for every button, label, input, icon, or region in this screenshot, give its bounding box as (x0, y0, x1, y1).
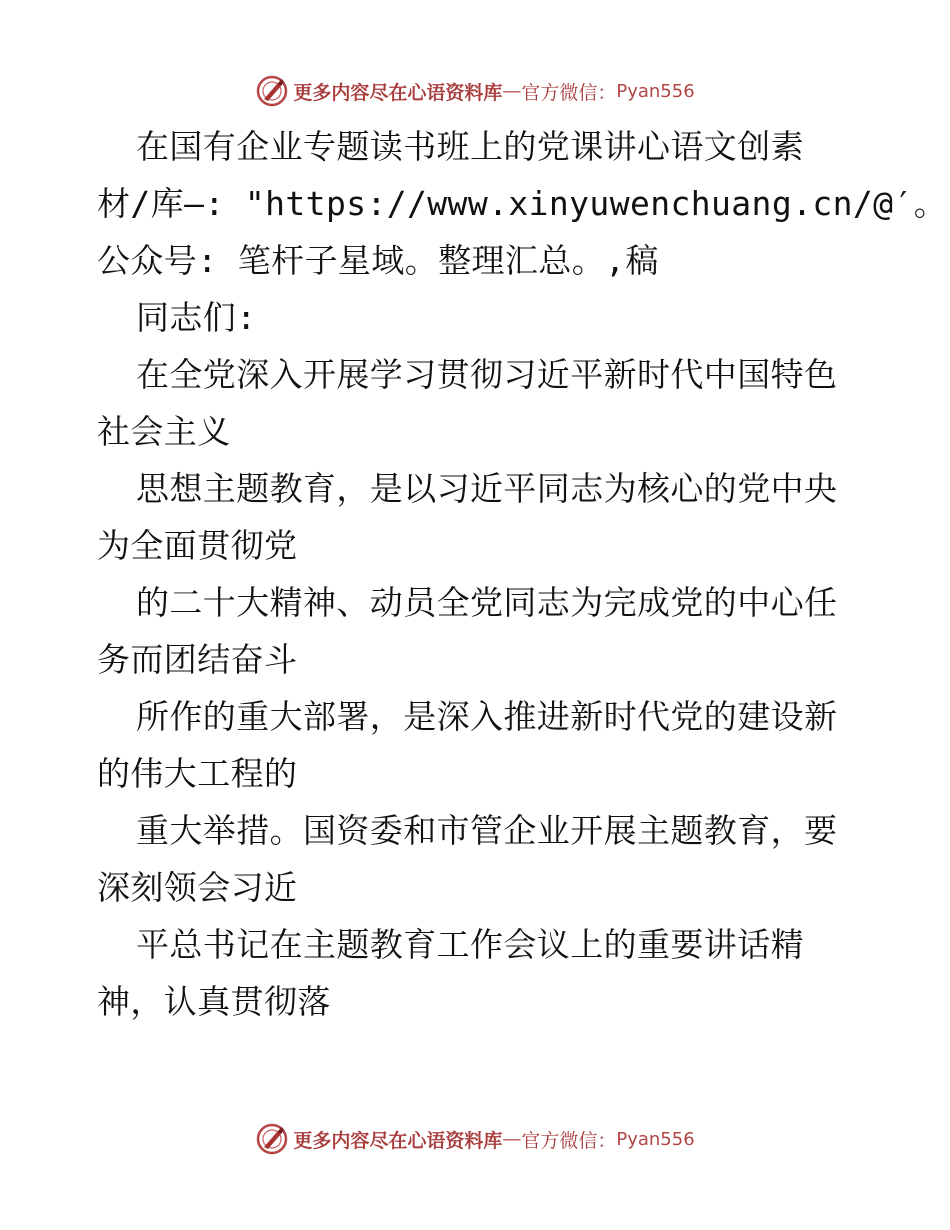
salutation: 同志们: (136, 298, 257, 337)
paragraph-line: 的伟大工程的 (97, 754, 298, 793)
paragraph-line: 社会主义 (97, 412, 231, 451)
header-site-name: 更多内容尽在心语资料库 (293, 81, 503, 104)
header-watermark (0, 71, 950, 111)
footer-wechat-label: 官方微信： (521, 1129, 617, 1152)
paragraph-line: 在全党深入开展学习贯彻习近平新时代中国特色 (136, 355, 838, 394)
paragraph-line: 深刻领会习近 (97, 868, 298, 907)
header-wechat-id: Pyan556 (616, 80, 695, 102)
brush-logo-icon (255, 74, 289, 108)
footer-separator: — (502, 1128, 522, 1150)
footer-wechat-id: Pyan556 (616, 1128, 695, 1150)
paragraph-line: 平总书记在主题教育工作会议上的重要讲话精 (136, 925, 804, 964)
paragraph-line: 重大举措。国资委和市管企业开展主题教育，要 (136, 811, 838, 850)
paragraph-line: 神，认真贯彻落 (97, 982, 331, 1021)
title-line-3: 公众号: 笔杆子星域。整理汇总。,稿 (97, 241, 659, 280)
paragraph-line: 务而团结奋斗 (97, 640, 298, 679)
paragraph-line: 所作的重大部署，是深入推进新时代党的建设新 (136, 697, 838, 736)
header-separator: — (502, 80, 522, 102)
title-line-2: 材/库—: "https://www.xinyuwenchuang.cn/@′。 (97, 184, 948, 223)
document-body (97, 118, 948, 1030)
paragraph-line: 为全面贯彻党 (97, 526, 298, 565)
paragraph-line: 的二十大精神、动员全党同志为完成党的中心任 (136, 583, 838, 622)
title-line-1: 在国有企业专题读书班上的党课讲心语文创素 (136, 127, 804, 166)
brush-logo-icon (255, 1122, 289, 1156)
paragraph-line: 思想主题教育，是以习近平同志为核心的党中央 (136, 469, 838, 508)
footer-watermark (0, 1119, 950, 1159)
header-wechat-label: 官方微信： (521, 81, 617, 104)
footer-site-name: 更多内容尽在心语资料库 (293, 1129, 503, 1152)
